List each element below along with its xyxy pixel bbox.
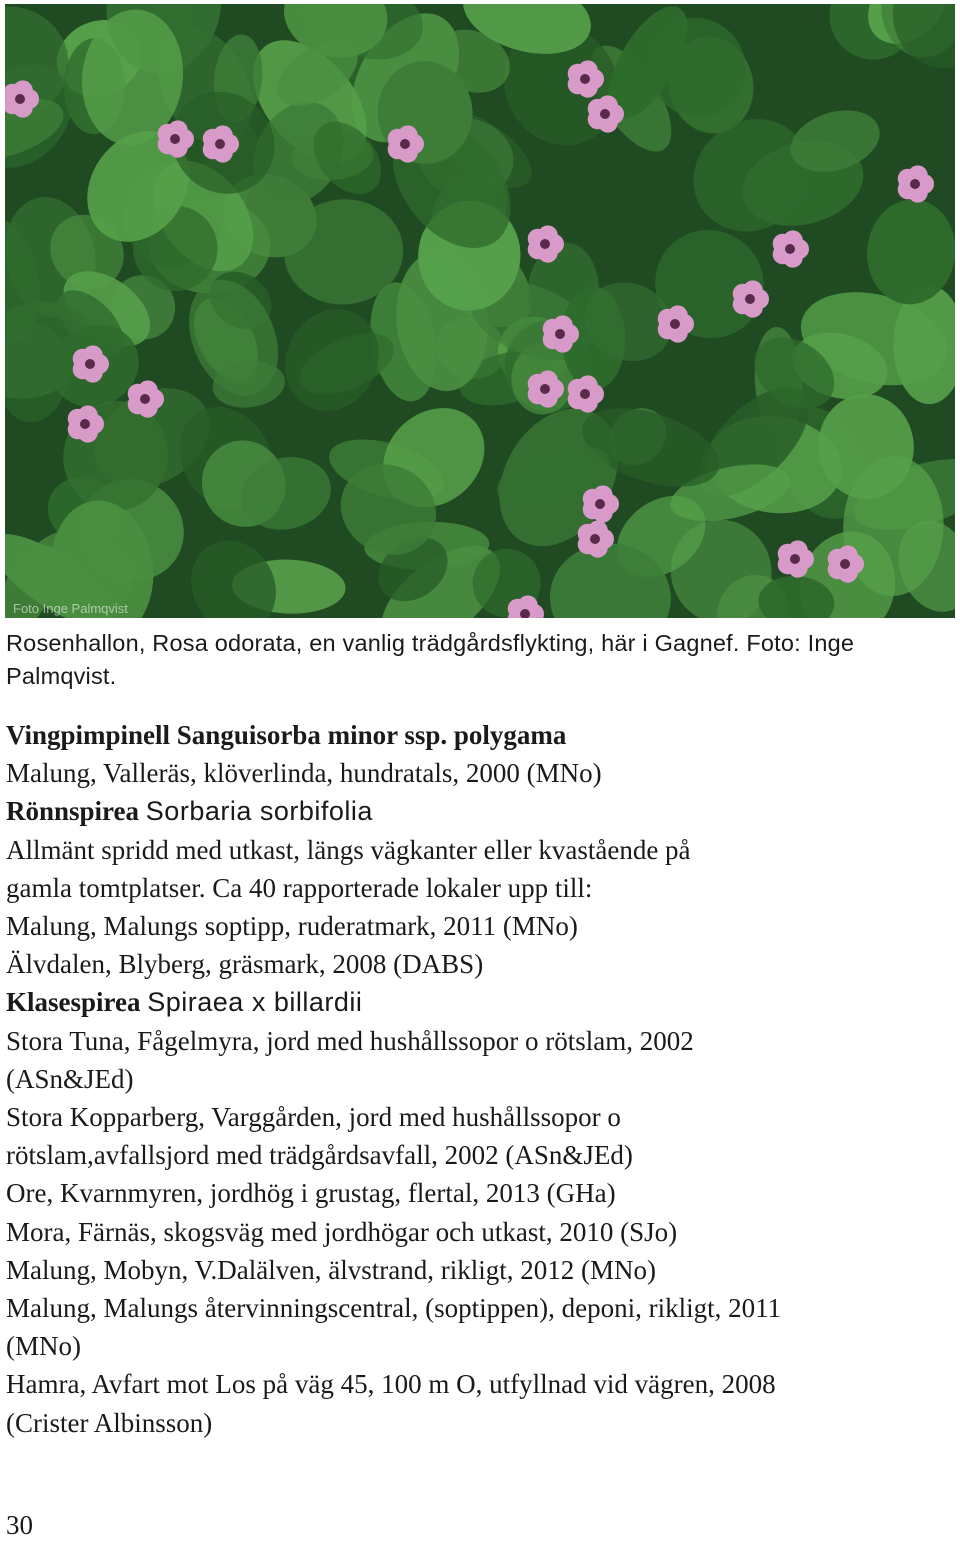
locality-line: Malung, Mobyn, V.Dalälven, älvstrand, rikligt, 2012 (MNo) xyxy=(6,1254,656,1285)
flower-center xyxy=(140,394,150,404)
flower-center xyxy=(595,499,605,509)
locality-line: rötslam,avfallsjord med trädgårdsavfall, 2002 (ASn&JEd) xyxy=(6,1140,633,1171)
flower-center xyxy=(840,559,850,569)
species-description: gamla tomtplatser. Ca 40 rapporterade lokaler upp till: xyxy=(6,872,593,903)
locality-line: Malung, Malungs återvinningscentral, (soptippen), deponi, rikligt, 2011 xyxy=(6,1293,782,1324)
species-description: Allmänt spridd med utkast, längs vägkanter eller kvastående på xyxy=(6,834,691,865)
species-latin-name: Sorbaria sorbifolia xyxy=(145,796,373,827)
flower-center xyxy=(580,389,590,399)
locality-line: (ASn&JEd) xyxy=(6,1063,134,1094)
species-latin-name: Spiraea x billardii xyxy=(147,987,363,1018)
species-heading-klasespirea xyxy=(6,983,954,1021)
locality-line: Mora, Färnäs, skogsväg med jordhögar och utkast, 2010 (SJo) xyxy=(6,1216,678,1247)
flower-center xyxy=(600,109,610,119)
flower-center xyxy=(540,384,550,394)
species-common-name: Rönnspirea xyxy=(6,796,140,827)
locality-line: Ore, Kvarnmyren, jordhög i grustag, flertal, 2013 (GHa) xyxy=(6,1178,616,1209)
flower-center xyxy=(15,94,25,104)
flower-center xyxy=(790,554,800,564)
locality-line: Stora Tuna, Fågelmyra, jord med hushållssopor o rötslam, 2002 xyxy=(6,1025,694,1056)
locality-line: Malung, Valleräs, klöverlinda, hundratals, 2000 (MNo) xyxy=(6,758,602,789)
locality-line: (Crister Albinsson) xyxy=(6,1407,213,1438)
photo-credit-watermark: Foto Inge Palmqvist xyxy=(13,601,128,616)
locality-line: Malung, Malungs soptipp, ruderatmark, 2011 (MNo) xyxy=(6,911,578,942)
species-list xyxy=(6,716,954,1442)
flower-center xyxy=(580,74,590,84)
flower-center xyxy=(540,239,550,249)
flower-center xyxy=(590,534,600,544)
photo-caption: Rosenhallon, Rosa odorata, en vanlig trädgårdsflykting, här i Gagnef. Foto: Inge Palmqvist. xyxy=(6,630,855,689)
locality-line: Älvdalen, Blyberg, gräsmark, 2008 (DABS) xyxy=(6,949,484,980)
flower-center xyxy=(215,139,225,149)
flower-center xyxy=(785,244,795,254)
flower-center xyxy=(745,294,755,304)
rosa-odorata-illustration xyxy=(5,4,955,618)
species-common-name: Klasespirea xyxy=(6,987,141,1018)
flower-center xyxy=(555,329,565,339)
flower-center xyxy=(910,179,920,189)
flower-center xyxy=(170,134,180,144)
species-heading-ronnspirea xyxy=(6,792,954,830)
locality-line: Hamra, Avfart mot Los på väg 45, 100 m O, utfyllnad vid vägren, 2008 xyxy=(6,1369,776,1400)
locality-line: Stora Kopparberg, Varggården, jord med hushållssopor o xyxy=(6,1102,621,1133)
flower-center xyxy=(85,359,95,369)
flower-center xyxy=(670,319,680,329)
flower-photo xyxy=(5,4,955,618)
flower-center xyxy=(80,419,90,429)
species-heading-vingpimpinell: Vingpimpinell Sanguisorba minor ssp. polygama xyxy=(6,720,567,750)
locality-line: (MNo) xyxy=(6,1331,81,1362)
flower-center xyxy=(400,139,410,149)
page-number: 30 xyxy=(6,1510,33,1540)
